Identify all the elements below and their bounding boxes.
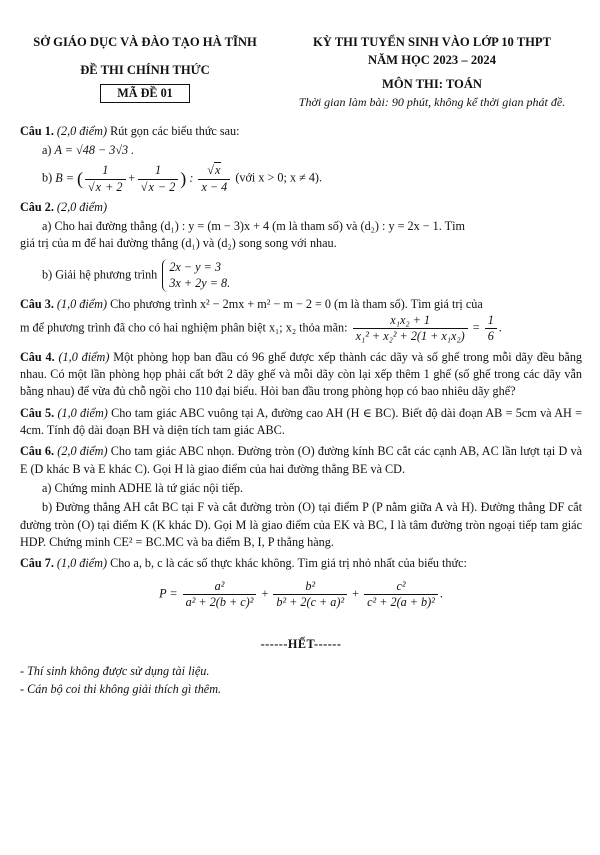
- header-left: [20, 34, 270, 111]
- equation-2: 3x + 2y = 8.: [169, 276, 231, 291]
- question-label: Câu 2.: [20, 199, 54, 214]
- question-points: (2,0 điểm): [57, 444, 108, 459]
- school-year: NĂM HỌC 2023 – 2024: [367, 52, 497, 67]
- question-points: (1,0 điểm): [56, 296, 108, 311]
- note-1: - Thí sinh không được sử dụng tài liệu.: [20, 664, 210, 679]
- fraction-numerator: a²: [183, 579, 257, 595]
- question-2a-line1: a) Cho hai đường thẳng (d₁) : y = (m − 3)x + 4 (m là tham số) và (d₂) : y = 2x − 1. Tìm: [42, 219, 465, 234]
- header-right: [282, 34, 582, 111]
- department-name: SỞ GIÁO DỤC VÀ ĐÀO TẠO HÀ TĨNH: [33, 35, 257, 49]
- question-1: [20, 123, 582, 140]
- question-2: [20, 199, 582, 216]
- term-1: [183, 579, 257, 611]
- question-5: [20, 405, 582, 440]
- question-label: Câu 3.: [20, 296, 54, 311]
- question-label: Câu 6.: [20, 444, 55, 459]
- fraction-denominator: x₁² + x₂² + 2(1 + x₁x₂): [355, 329, 465, 344]
- question-1b: [20, 163, 582, 195]
- question-6b: b) Đường thẳng AH cắt BC tại F và cắt đường tròn (O) tại điểm P (P nằm giữa A và H). Đường thẳng DF cắt đường tròn (O) tại điểm K (K khác D). Gọi M là giao điểm của EK và BC, I là tâm đường tròn ngoại tiếp tam giác HDP. Chứng minh CE² = BC.MC và ba điểm B, I, P thẳng hàng.: [20, 500, 582, 549]
- question-text-2: m để phương trình đã cho có hai nghiệm phân biệt x₁; x₂ thỏa mãn:: [20, 320, 348, 335]
- time-limit: Thời gian làm bài: 90 phút, không kể thời gian phát đề.: [298, 94, 566, 109]
- rhs-fraction: [485, 313, 497, 345]
- condition-fraction: [353, 313, 468, 345]
- fraction-denominator: c² + 2(a + b)²: [367, 594, 435, 609]
- exam-header: [20, 34, 582, 111]
- math-expression: A = √48 − 3√3 .: [54, 142, 135, 157]
- fraction-numerator: 1: [485, 313, 497, 329]
- math-expression: B = ( $\frac{1}{√x + 2}$ + $\frac{1}{√x - 2}$ ) : $\frac{√x}{x - 4}$: [55, 171, 235, 185]
- question-1a: [20, 142, 582, 159]
- question-6a: a) Chứng minh ADHE là tứ giác nội tiếp.: [42, 480, 244, 495]
- question-label: Câu 1.: [20, 123, 54, 138]
- question-label: Câu 7.: [20, 556, 54, 571]
- note-2: - Cán bộ coi thi không giải thích gì thêm.: [20, 682, 222, 697]
- question-text: Cho tam giác ABC vuông tại A, đường cao AH (H ∈ BC). Biết độ dài đoạn AB = 5cm và AH = 4cm. Tính độ dài đoạn BH và diện tích tam giác ABC.: [20, 405, 582, 437]
- question-4: [20, 349, 582, 401]
- fraction-numerator: x₁x₂ + 1: [353, 313, 468, 329]
- exam-name: KỲ THI TUYỂN SINH VÀO LỚP 10 THPT: [312, 35, 552, 49]
- fraction-denominator: a² + 2(b + c)²: [185, 594, 254, 609]
- question-points: (1,0 điểm): [58, 349, 110, 364]
- term-3: [364, 579, 438, 611]
- condition-text: (với x > 0; x ≠ 4).: [235, 170, 323, 185]
- question-label: Câu 5.: [20, 405, 55, 420]
- question-3: [20, 296, 582, 313]
- equation-system: [162, 259, 230, 292]
- question-label: Câu 4.: [20, 349, 55, 364]
- part-label: a): [42, 142, 52, 157]
- part-label: b): [42, 170, 53, 185]
- fraction-denominator: 6: [487, 329, 494, 344]
- exam-code-box: MÃ ĐỀ 01: [100, 84, 190, 103]
- question-2b: [20, 259, 582, 292]
- question-text-1: Cho phương trình x² − 2mx + m² − m − 2 = 0 (m là tham số). Tìm giá trị của: [110, 296, 483, 311]
- exam-type: ĐỀ THI CHÍNH THỨC: [80, 62, 210, 77]
- term-2: [273, 579, 347, 611]
- part-text: b) Giải hệ phương trình: [42, 267, 158, 282]
- subject: MÔN THI: TOÁN: [381, 76, 483, 91]
- fraction-denominator: b² + 2(c + a)²: [276, 594, 345, 609]
- expression-p: P = $\frac{\text{a²}}{\text{a² + 2(b + c)²}}$ + $\frac{\text{b²}}{\text{b² + 2(c + a)²}}$ + $\frac{\text{c²}}{\text{c² + 2(a + b)²}}$ .: [159, 578, 443, 609]
- question-6: [20, 443, 582, 478]
- end-marker: ------HẾT------: [260, 637, 342, 651]
- question-points: (2,0 điểm): [56, 123, 108, 138]
- question-points: (1,0 điểm): [56, 556, 108, 571]
- question-text: Cho tam giác ABC nhọn. Đường tròn (O) đường kính BC cắt các cạnh AB, AC lần lượt tại D và E (D khác B và E khác C). Gọi H là giao điểm của hai đường thẳng BE và CD.: [20, 444, 583, 476]
- question-2a-line2: giá trị của m để hai đường thẳng (d₁) và (d₂) song song với nhau.: [20, 236, 337, 251]
- footer-notes: [20, 663, 582, 698]
- equation-1: 2x − y = 3: [169, 259, 221, 274]
- fraction-numerator: c²: [364, 579, 438, 595]
- question-text: Rút gọn các biểu thức sau:: [110, 123, 240, 138]
- question-text: Cho a, b, c là các số thực khác không. Tìm giá trị nhỏ nhất của biểu thức:: [110, 556, 467, 571]
- question-points: (2,0 điểm): [56, 199, 108, 214]
- question-text: Một phòng họp ban đầu có 96 ghế được xếp thành các dãy và số ghế trong mỗi dãy đều bằng nhau. Có một lần phòng họp phải cất bớt 2 dãy ghế và mỗi dãy còn lại xếp thêm 1 ghế (số ghế trong các dãy vẫn bằng nhau) để vừa đủ chỗ ngồi cho 110 đại biểu. Hỏi ban đầu trong phòng họp có bao nhiêu dãy ghế?: [20, 349, 583, 399]
- question-7: [20, 555, 582, 572]
- fraction-numerator: b²: [273, 579, 347, 595]
- question-points: (1,0 điểm): [57, 405, 108, 420]
- question-3-line2: m để phương trình đã cho có hai nghiệm phân biệt x₁; x₂ thỏa mãn: $\frac{\text{x₁x₂ + 1}}{\text{x₁² + x₂² + 2(1 + x₁x₂)}}$ = $\frac{1}{6}$ .: [20, 313, 502, 344]
